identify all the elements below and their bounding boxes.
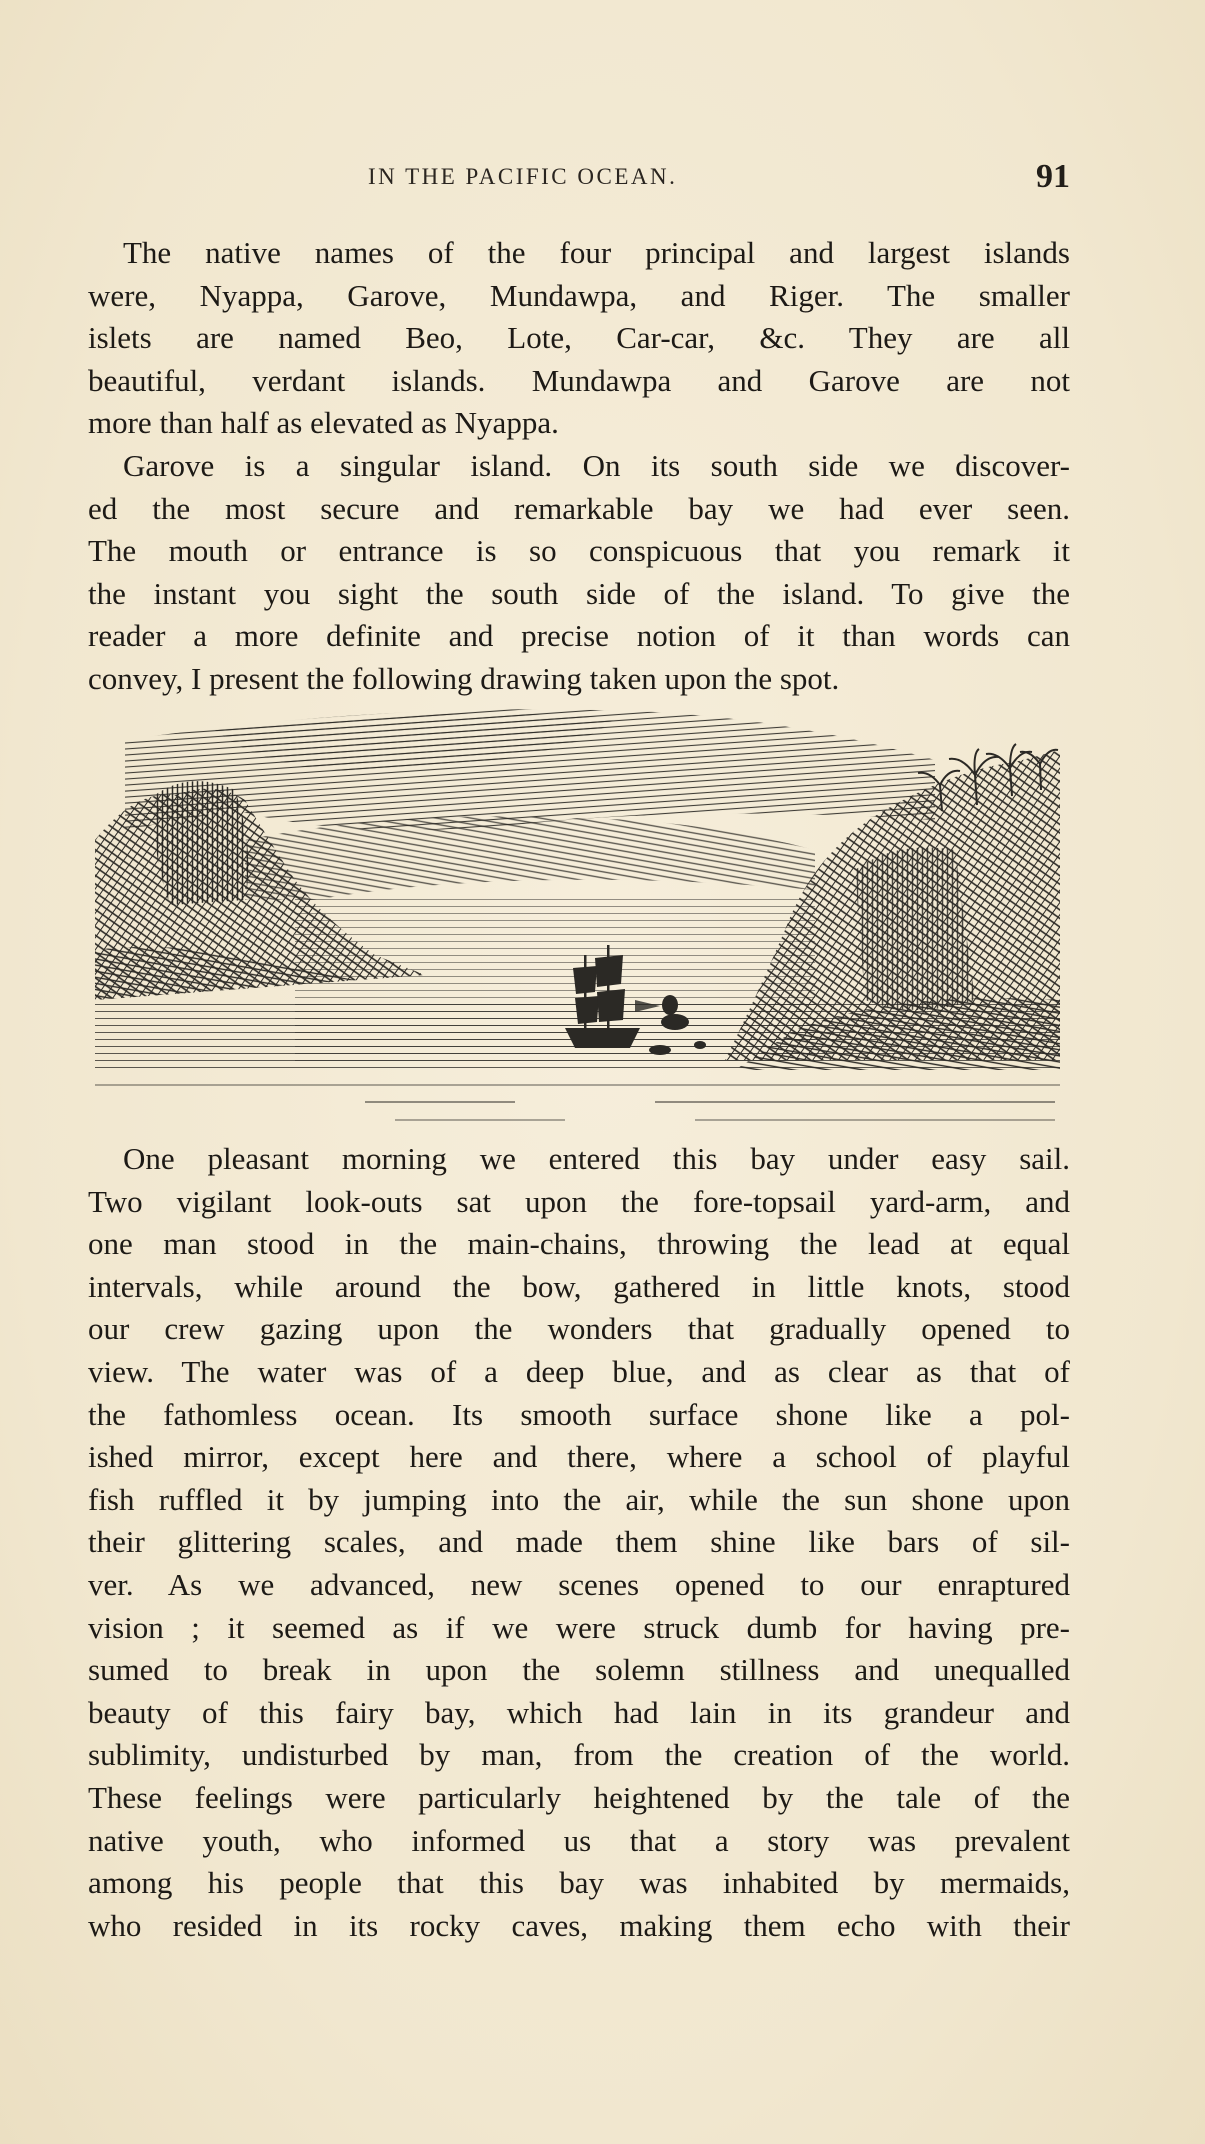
- text-line: ver. As we advanced, new scenes opened to our enraptured: [88, 1566, 1070, 1602]
- distant-hills: [245, 816, 815, 900]
- text-line: vision ; it seemed as if we were struck dumb for having pre-: [88, 1609, 1070, 1645]
- running-head: [88, 160, 1070, 200]
- text-line: the instant you sight the south side of the island. To give the: [88, 575, 1070, 611]
- text-line: were, Nyappa, Garove, Mundawpa, and Riger. The smaller: [88, 277, 1070, 313]
- text-line: among his people that this bay was inhabited by mermaids,: [88, 1865, 1070, 1901]
- text-line: The native names of the four principal and largest islands: [123, 235, 1070, 270]
- text-line: The mouth or entrance is so conspicuous that you remark it: [88, 533, 1070, 569]
- text-line: view. The water was of a deep blue, and as clear as that of: [88, 1353, 1070, 1389]
- running-title: IN THE PACIFIC OCEAN.: [368, 164, 678, 189]
- text-line: islets are named Beo, Lote, Car-car, &c. They are all: [88, 320, 1070, 356]
- text-line: Garove is a singular island. On its south side we discover-: [123, 448, 1070, 483]
- engraving-svg: [95, 700, 1060, 1135]
- text-line: our crew gazing upon the wonders that gradually opened to: [88, 1311, 1070, 1347]
- paragraph-1: [88, 232, 1070, 445]
- text-line: intervals, while around the bow, gathered in little knots, stood: [88, 1268, 1070, 1304]
- text-line: Two vigilant look-outs sat upon the fore-topsail yard-arm, and: [88, 1183, 1070, 1219]
- text-line: These feelings were particularly heightened by the tale of the: [88, 1779, 1070, 1815]
- paragraph-2: [88, 445, 1070, 701]
- text-line: native youth, who informed us that a story was prevalent: [88, 1822, 1070, 1858]
- text-line: fish ruffled it by jumping into the air, while the sun shone upon: [88, 1481, 1070, 1517]
- text-line: one man stood in the main-chains, throwing the lead at equal: [88, 1226, 1070, 1262]
- text-line: convey, I present the following drawing taken upon the spot.: [88, 660, 840, 696]
- text-line: One pleasant morning we entered this bay under easy sail.: [123, 1141, 1070, 1176]
- text-line: beauty of this fairy bay, which had lain in its grandeur and: [88, 1694, 1070, 1730]
- page-number: 91: [1036, 158, 1070, 195]
- text-line: beautiful, verdant islands. Mundawpa and Garove are not: [88, 362, 1070, 398]
- text-line: sublimity, undisturbed by man, from the creation of the world.: [88, 1737, 1070, 1773]
- text-line: the fathomless ocean. Its smooth surface shone like a pol-: [88, 1396, 1070, 1432]
- text-line: ished mirror, except here and there, where a school of playful: [88, 1439, 1070, 1475]
- text-line: reader a more definite and precise notion of it than words can: [88, 618, 1070, 654]
- text-line: their glittering scales, and made them shine like bars of sil-: [88, 1524, 1070, 1560]
- text-line: who resided in its rocky caves, making them echo with their: [88, 1907, 1070, 1943]
- text-line: sumed to break in upon the solemn stillness and unequalled: [88, 1652, 1070, 1688]
- paragraph-3: [88, 1138, 1070, 1947]
- text-line: ed the most secure and remarkable bay we had ever seen.: [88, 490, 1070, 526]
- foreground-ripples: [95, 1085, 1060, 1120]
- text-line: more than half as elevated as Nyappa.: [88, 405, 559, 441]
- bay-engraving: [95, 700, 1060, 1135]
